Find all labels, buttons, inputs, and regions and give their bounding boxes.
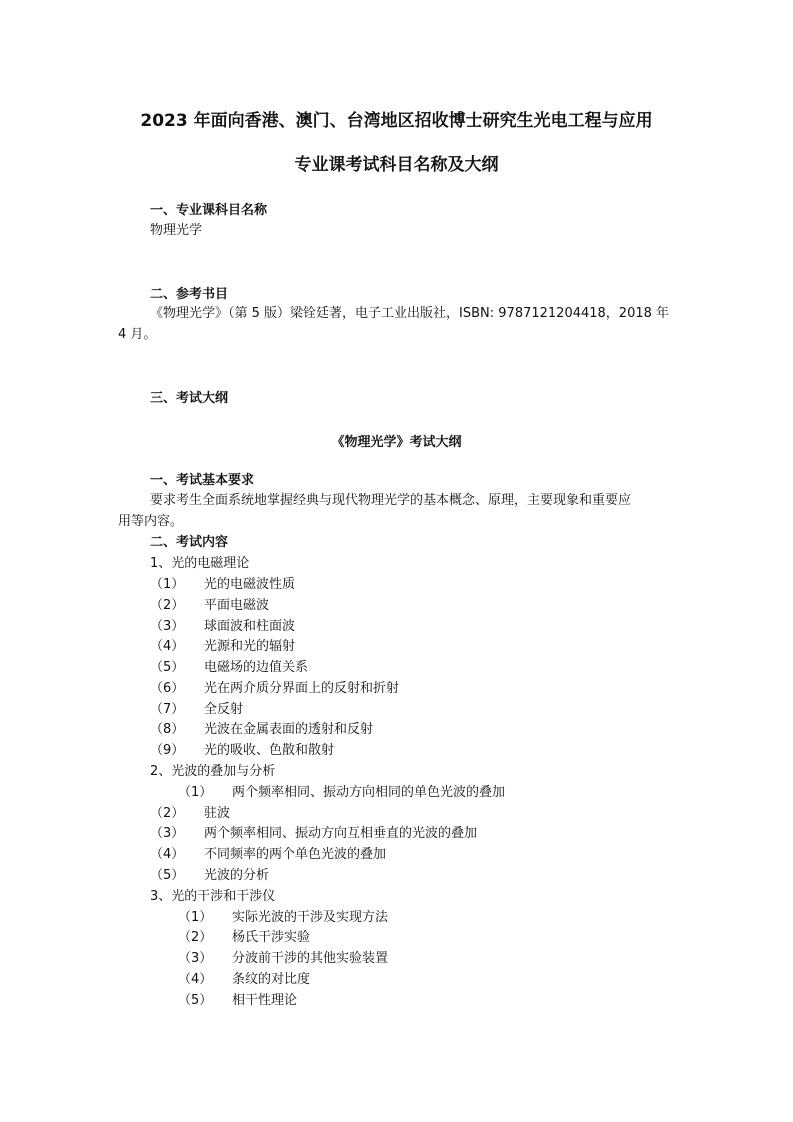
content-heading: 二、考试内容: [150, 535, 229, 550]
chapter1-item-number: （2）: [150, 598, 185, 613]
chapter1-item-number: （5）: [150, 660, 185, 675]
chapter2-item-number: （3）: [150, 826, 185, 841]
requirements-line1: 要求考生全面系统地掌握经典与现代物理光学的基本概念、原理，主要现象和重要应: [150, 493, 632, 508]
reference-book-line2: 4 月。: [118, 327, 157, 342]
chapter3-item-number: （4）: [178, 972, 213, 987]
chapter1-item-text: 光的电磁波性质: [204, 577, 296, 592]
chapter2-item-text: 不同频率的两个单色光波的叠加: [204, 847, 387, 862]
chapter2-item-number: （4）: [150, 847, 185, 862]
chapter3-item-text: 实际光波的干涉及实现方法: [232, 910, 389, 925]
chapter3-item-number: （1）: [178, 910, 213, 925]
chapter1-item-number: （3）: [150, 619, 185, 634]
chapter1-title: 1、光的电磁理论: [150, 556, 250, 571]
chapter3-item-text: 条纹的对比度: [232, 972, 311, 987]
chapter1-item-number: （7）: [150, 702, 185, 717]
requirements-line2: 用等内容。: [118, 514, 184, 529]
chapter3-title: 3、光的干涉和干涉仪: [150, 889, 276, 904]
chapter1-item-number: （6）: [150, 681, 185, 696]
chapter1-item-text: 光的吸收、色散和散射: [204, 743, 335, 758]
chapter3-item-number: （2）: [178, 930, 213, 945]
chapter3-item-text: 相干性理论: [232, 993, 298, 1008]
section2-heading: 二、参考书目: [150, 287, 229, 302]
chapter2-item-text: 驻波: [204, 806, 231, 821]
chapter1-item-text: 平面电磁波: [204, 598, 270, 613]
section1-heading: 一、专业课科目名称: [150, 203, 268, 218]
chapter1-item-number: （1）: [150, 577, 185, 592]
chapter3-item-text: 杨氏干涉实验: [232, 930, 311, 945]
requirements-heading: 一、考试基本要求: [150, 473, 255, 488]
chapter2-item-number: （5）: [150, 868, 185, 883]
chapter1-item-number: （4）: [150, 639, 185, 654]
chapter2-item-text: 两个频率相同、振动方向互相垂直的光波的叠加: [204, 826, 478, 841]
chapter1-item-text: 光在两介质分界面上的反射和折射: [204, 681, 400, 696]
chapter1-item-text: 球面波和柱面波: [204, 619, 296, 634]
chapter3-item-number: （5）: [178, 993, 213, 1008]
chapter1-item-number: （8）: [150, 722, 185, 737]
chapter2-item-number: （2）: [150, 806, 185, 821]
chapter2-title: 2、光波的叠加与分析: [150, 764, 276, 779]
chapter1-item-text: 光源和光的辐射: [204, 639, 296, 654]
document-title-line1: 2023 年面向香港、澳门、台湾地区招收博士研究生光电工程与应用: [140, 111, 653, 131]
chapter1-item-text: 全反射: [204, 702, 244, 717]
section3-heading: 三、考试大纲: [150, 391, 229, 406]
chapter1-item-number: （9）: [150, 743, 185, 758]
chapter3-item-text: 分波前干涉的其他实验装置: [232, 951, 389, 966]
outline-title: 《物理光学》考试大纲: [331, 435, 462, 450]
chapter1-item-text: 光波在金属表面的透射和反射: [204, 722, 374, 737]
reference-book-line1: 《物理光学》（第 5 版）梁铨廷著，电子工业出版社，ISBN: 9787121204418，2018 年: [150, 306, 670, 321]
chapter2-item-text: 两个频率相同、振动方向相同的单色光波的叠加: [232, 785, 506, 800]
chapter1-item-text: 电磁场的边值关系: [204, 660, 309, 675]
chapter2-item-text: 光波的分析: [204, 868, 270, 883]
chapter2-item-number: （1）: [178, 785, 213, 800]
chapter3-item-number: （3）: [178, 951, 213, 966]
document-title-line2: 专业课考试科目名称及大纲: [294, 155, 499, 175]
section1-content: 物理光学: [150, 223, 203, 238]
